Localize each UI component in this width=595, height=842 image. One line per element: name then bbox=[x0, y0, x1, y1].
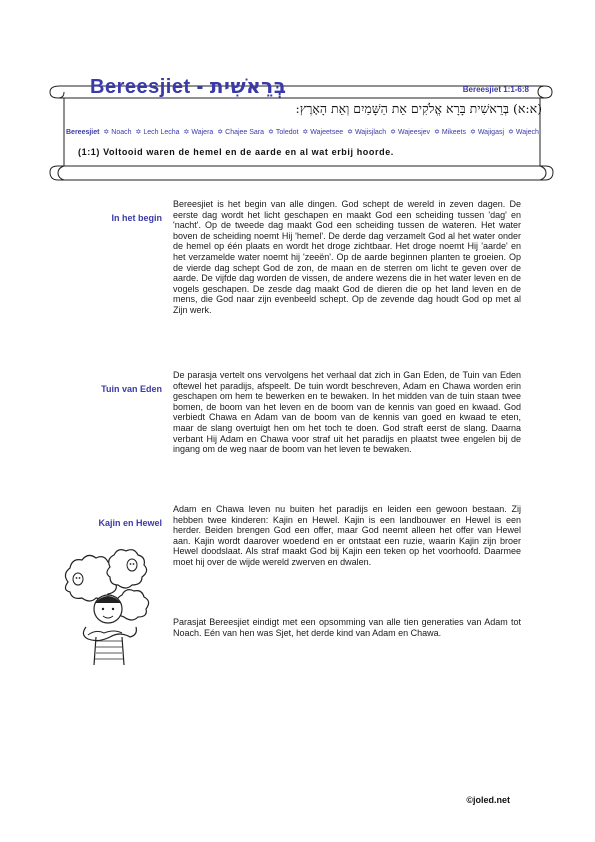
nav-item-wajisjlach[interactable]: Wajisjlach bbox=[354, 129, 387, 136]
section-text-in-het-begin: Bereesjiet is het begin van alle dingen. God schept de wereld in zeven dagen. De eerste dag wordt het licht geschapen en maakt God een scheiding tussen 'dag' en 'nacht'. Op de tweede dag maakt God een scheiding tussen de wateren. Het water boven de scheiding noemt Hij 'hemel'. De derde dag verzamelt God al het water onder de hemel op één plaats en wordt het droge zichtbaar. Het droge noemt Hij 'aarde' en het verzamelde water noemt hij 'zeeën'. Op de aarde beginnen planten te groeien. Op de vierde dag schept God de zon, de maan en de sterren om licht te geven over de aarde. De vijfde dag worden de vissen, de andere wezens die in het water leven en de vogels geschapen. De zesde dag maakt God de dieren die op het land leven en de mens, die God naar zijn evenbeeld schept. Op de zevende dag houdt God op met al Zijn werk. bbox=[173, 199, 521, 315]
nav-separator-icon: ✡ bbox=[469, 129, 476, 136]
nav-item-wajeetsee[interactable]: Wajeetsee bbox=[310, 129, 344, 136]
title-latin: Bereesjiet - bbox=[90, 76, 210, 98]
section-text-tuin-van-eden: De parasja vertelt ons vervolgens het verhaal dat zich in Gan Eden, de Tuin van Eden oftewel het paradijs, afspeelt. De tuin wordt beschreven, Adam en Chawa worden erin geschapen om hem te bewerken en te bewaken. In het midden van de tuin staan twee bomen, de boom van het leven en de boom van de kennis van goed en kwaad. God verbiedt Chawa en Adam van de boom van de kennis van goed en kwaad te eten, maar de slang overtuigt hen om het toch te doen. God straft eerst de slang. Daarna verbant Hij Adam en Chawa voor straf uit het paradijs en plaatst twee engelen bij de ingang om de weg naar de boom van het leven te bewaken. bbox=[173, 370, 521, 455]
nav-separator-icon: ✡ bbox=[434, 129, 440, 136]
verse-reference: Bereesjiet 1:1-6:8 bbox=[462, 85, 529, 94]
nav-separator-icon: ✡ bbox=[135, 129, 142, 136]
copyright: ©joled.net bbox=[466, 795, 510, 805]
section-text-kajin-en-hewel: Adam en Chawa leven nu buiten het paradijs en leiden een gewoon bestaan. Zij hebben twee kinderen: Kajin en Hewel. Kajin is een landbouwer en Hewel is een herder. Beiden brengen God een offer, maar God neemt alleen het offer van Hewel aan. Kajin wordt daarover woedend en er ontstaat een ruzie, waarin Kajin zijn broer Hewel doodslaat. Als straf maakt God bij Kajin een teken op het voorhoofd. Daarmee moet hij over de wijde wereld zwerven en dwalen. bbox=[173, 504, 521, 567]
page-title bbox=[90, 74, 286, 99]
nav-separator-icon: ✡ bbox=[268, 129, 274, 136]
nav-separator-icon: ✡ bbox=[347, 129, 353, 136]
nav-item-toledot[interactable]: Toledot bbox=[275, 129, 299, 136]
section-heading-tuin-van-eden: Tuin van Eden bbox=[101, 384, 162, 394]
nav-item-mikeets[interactable]: Mikeets bbox=[441, 129, 466, 136]
verse-translation: (1:1) Voltooid waren de hemel en de aarde en al wat erbij hoorde. bbox=[78, 147, 394, 157]
nav-item-chajee-sara[interactable]: Chajee Sara bbox=[225, 129, 265, 136]
nav-separator-icon: ✡ bbox=[103, 129, 110, 136]
nav-item-wajera[interactable]: Wajera bbox=[191, 129, 214, 136]
nav-separator-icon: ✡ bbox=[390, 129, 397, 136]
title-hebrew: בְּרֵאשִׁית bbox=[209, 74, 287, 98]
nav-separator-icon: ✡ bbox=[302, 129, 309, 136]
nav-item-bereesjiet[interactable]: Bereesjiet bbox=[66, 129, 100, 136]
hebrew-verse: (א:א) בְּרֵאשִׁית בָּרָא אֱלֹקִים אֵת הַשָּׁמַיִם וְאֵת הָאָרֶץ: bbox=[295, 101, 542, 116]
nav-item-wajechi[interactable]: Wajechi bbox=[515, 129, 541, 136]
nav-item-wajeesjev[interactable]: Wajeesjev bbox=[398, 129, 431, 136]
parasha-nav bbox=[66, 128, 541, 136]
nav-separator-icon: ✡ bbox=[217, 129, 224, 136]
boy-with-sheep-illustration bbox=[58, 537, 158, 672]
section-heading-in-het-begin: In het begin bbox=[111, 213, 162, 223]
scroll-banner bbox=[0, 0, 595, 200]
nav-item-lech-lecha[interactable]: Lech Lecha bbox=[143, 129, 180, 136]
nav-item-noach[interactable]: Noach bbox=[111, 129, 132, 136]
nav-separator-icon: ✡ bbox=[507, 129, 514, 136]
section-text-conclusion: Parasjat Bereesjiet eindigt met een opsomming van alle tien generaties van Adam tot Noach. Eén van hen was Sjet, het derde kind van Adam en Chawa. bbox=[173, 617, 521, 638]
nav-separator-icon: ✡ bbox=[183, 129, 190, 136]
section-heading-kajin-en-hewel: Kajin en Hewel bbox=[98, 518, 162, 528]
nav-item-wajigasj[interactable]: Wajigasj bbox=[477, 129, 505, 136]
